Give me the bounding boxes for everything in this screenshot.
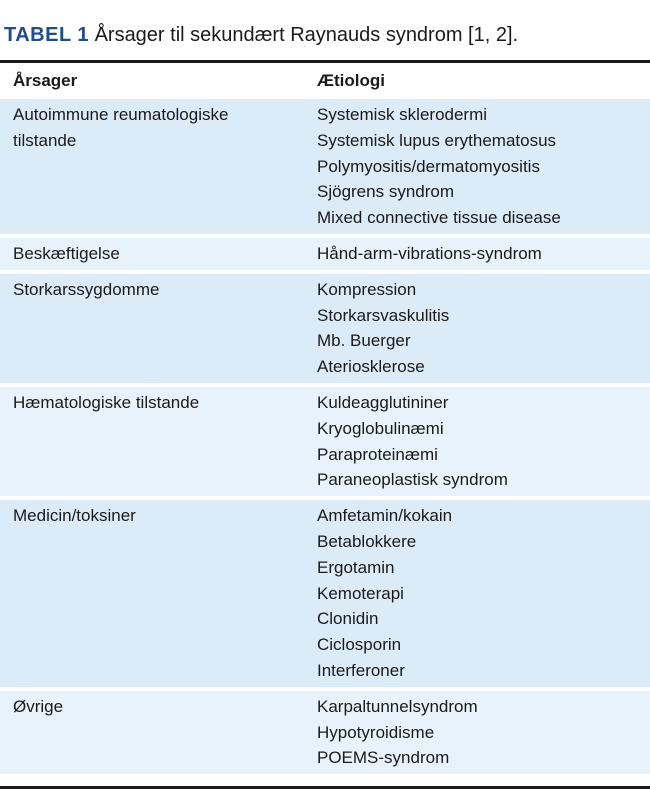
cause-cell: Beskæftigelse: [13, 243, 120, 263]
table-row: [0, 500, 650, 687]
cause-cell: Storkarssygdomme: [13, 279, 160, 299]
cause-cell: Hæmatologiske tilstande: [13, 392, 200, 412]
etiology-item: Polymyositis/dermatomyositis: [317, 156, 540, 176]
etiology-item: Systemisk sklerodermi: [317, 105, 488, 124]
etiology-item: Paraneoplastisk syndrom: [317, 470, 508, 490]
table-row: [0, 387, 650, 496]
etiology-item: Paraproteinæmi: [317, 444, 438, 464]
etiology-cell: [303, 241, 650, 267]
etiology-item: Karpaltunnelsyndrom: [317, 696, 478, 716]
table-caption: [4, 22, 518, 48]
etiology-item: Sjögrens syndrom: [317, 182, 455, 202]
etiology-item: Ateriosklerose: [317, 357, 425, 377]
etiology-item: Storkarsvaskulitis: [317, 305, 450, 325]
etiology-item: Mb. Buerger: [317, 331, 411, 351]
etiology-item: Clonidin: [317, 609, 379, 629]
etiology-item: Mixed connective tissue disease: [317, 208, 561, 228]
etiology-table: [0, 63, 650, 778]
etiology-cell: [303, 277, 650, 380]
etiology-item: Kuldeagglutininer: [317, 392, 449, 412]
table-label: TABEL 1: [4, 24, 89, 46]
cause-cell: Medicin/toksiner: [13, 506, 136, 526]
header-cause: Årsager: [13, 71, 78, 90]
table-row: [0, 691, 650, 774]
table-row: [0, 238, 650, 270]
etiology-item: Systemisk lupus erythematosus: [317, 130, 557, 150]
header-etiology: Ætiologi: [317, 71, 385, 90]
etiology-item: Kompression: [317, 279, 417, 299]
etiology-item: POEMS-syndrom: [317, 748, 450, 768]
etiology-item: Betablokkere: [317, 531, 417, 551]
etiology-cell: [303, 503, 650, 684]
table-row: [0, 274, 650, 383]
etiology-item: Ergotamin: [317, 557, 395, 577]
table-header-row: [0, 63, 650, 99]
etiology-cell: [303, 102, 650, 231]
table-row: [0, 99, 650, 234]
etiology-item: Kemoterapi: [317, 583, 404, 603]
cause-cell: Øvrige: [13, 696, 64, 716]
etiology-item: Interferoner: [317, 660, 405, 680]
etiology-cell: [303, 390, 650, 493]
cause-cell: Autoimmune reumatologiske tilstande: [13, 105, 229, 150]
etiology-item: Amfetamin/kokain: [317, 506, 453, 526]
etiology-item: Hånd-arm-vibrations-syndrom: [317, 243, 542, 263]
etiology-item: Ciclosporin: [317, 635, 402, 655]
etiology-cell: [303, 694, 650, 771]
etiology-item: Kryoglobulinæmi: [317, 418, 444, 438]
table-title: Årsager til sekundært Raynauds syndrom [1, 2].: [94, 24, 519, 46]
etiology-item: Hypotyroidisme: [317, 722, 435, 742]
